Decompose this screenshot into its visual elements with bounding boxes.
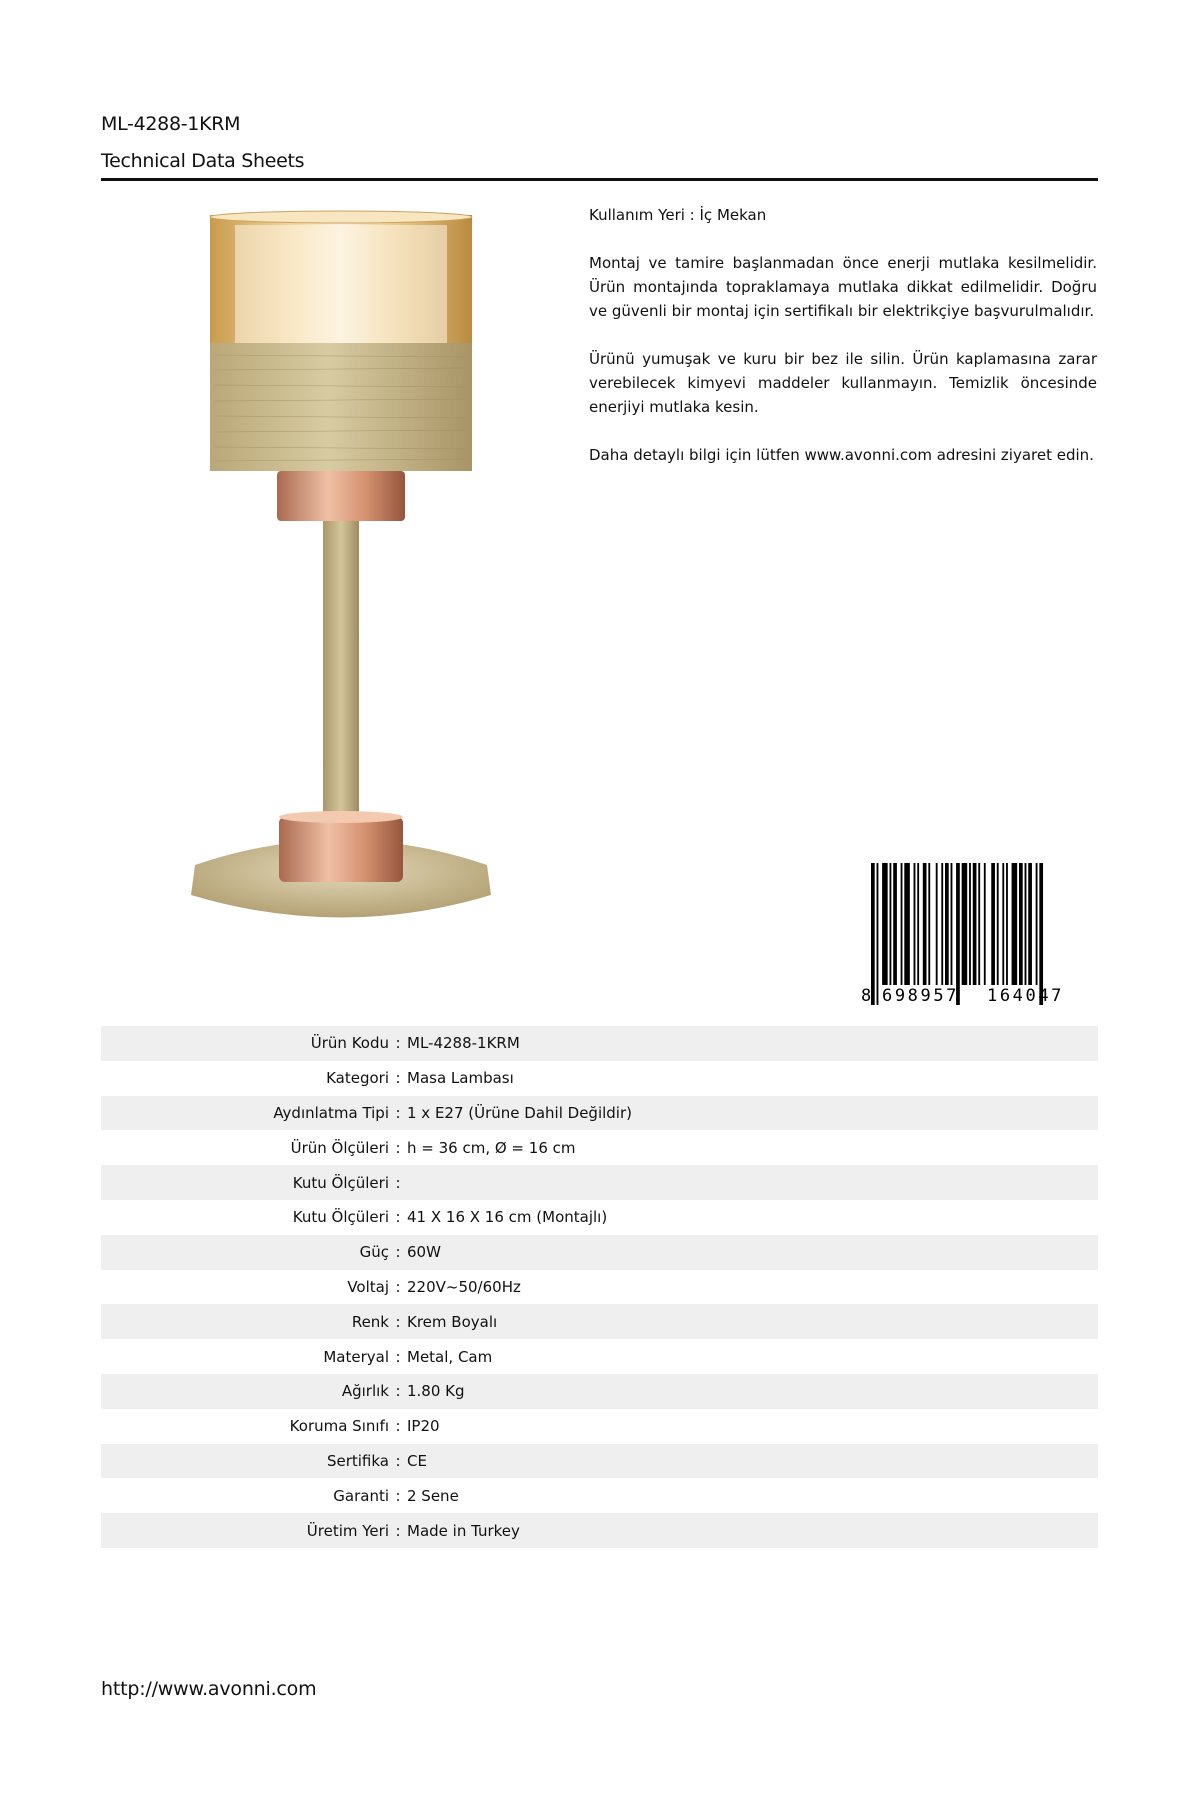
barcode-bar xyxy=(956,863,960,1005)
barcode-bar xyxy=(1002,863,1004,985)
barcode-bar xyxy=(904,863,910,985)
spec-label: Aydınlatma Tipi xyxy=(273,1103,389,1122)
spec-row xyxy=(101,1270,1098,1305)
barcode-bar xyxy=(1028,863,1032,985)
barcode-bar xyxy=(1006,863,1008,985)
spec-row xyxy=(101,1304,1098,1339)
spec-row xyxy=(101,1026,1098,1061)
spec-value: 1 x E27 (Ürüne Dahil Değildir) xyxy=(407,1103,632,1122)
spec-separator: : xyxy=(395,1382,401,1401)
barcode-bar xyxy=(1039,863,1043,1005)
upper-collar xyxy=(277,471,405,521)
cleaning-note: Ürünü yumuşak ve kuru bir bez ile silin. Ürün kaplamasına zarar verebilecek kimyevi maddeler kullanmayın. Temizlik öncesinde enerjiyi mutlaka kesin. xyxy=(589,350,1097,416)
spec-value: 1.80 Kg xyxy=(407,1382,465,1401)
spec-value: 220V~50/60Hz xyxy=(407,1277,521,1296)
spec-separator: : xyxy=(395,1208,401,1227)
spec-value: CE xyxy=(407,1451,427,1470)
spec-value: ML-4288-1KRM xyxy=(407,1034,520,1053)
cream-band xyxy=(210,343,472,471)
barcode-digits-right: 164047 xyxy=(987,986,1065,1005)
usage-info xyxy=(589,203,1097,491)
barcode-bar xyxy=(1025,863,1027,985)
barcode-bar xyxy=(928,863,930,985)
barcode-bar xyxy=(991,863,995,985)
spec-row xyxy=(101,1444,1098,1479)
barcode-digit-first: 8 xyxy=(861,986,872,1005)
spec-row xyxy=(101,1339,1098,1374)
barcode-bar xyxy=(890,863,892,985)
spec-label: Ürün Kodu xyxy=(310,1034,389,1053)
spec-row xyxy=(101,1235,1098,1270)
more-info-note: Daha detaylı bilgi için lütfen www.avonni.com adresini ziyaret edin. xyxy=(589,446,1094,464)
barcode-bar xyxy=(914,863,916,985)
spec-separator: : xyxy=(395,1103,401,1122)
barcode-bar xyxy=(882,863,888,985)
barcode-bar xyxy=(877,863,879,1005)
spec-separator: : xyxy=(395,1173,401,1192)
spec-separator: : xyxy=(395,1347,401,1366)
usage-location: Kullanım Yeri : İç Mekan xyxy=(589,206,767,224)
barcode-bar xyxy=(1036,863,1038,985)
barcode-bar xyxy=(893,863,897,985)
stem xyxy=(323,521,359,821)
spec-row xyxy=(101,1061,1098,1096)
product-image xyxy=(175,205,575,945)
spec-label: Sertifika xyxy=(326,1451,389,1470)
spec-label: Kutu Ölçüleri xyxy=(292,1208,389,1227)
spec-table xyxy=(101,1026,1098,1548)
spec-label: Ürün Ölçüleri xyxy=(290,1138,389,1157)
barcode-bar xyxy=(871,863,875,1005)
spec-row xyxy=(101,1409,1098,1444)
spec-separator: : xyxy=(395,1486,401,1505)
spec-value: Masa Lambası xyxy=(407,1069,514,1088)
spec-separator: : xyxy=(395,1451,401,1470)
barcode-bar xyxy=(941,863,943,985)
spec-row xyxy=(101,1478,1098,1513)
spec-row xyxy=(101,1513,1098,1548)
spec-value: 2 Sene xyxy=(407,1486,459,1505)
barcode-bar xyxy=(923,863,927,985)
spec-label: Kategori xyxy=(326,1069,389,1088)
spec-value: Krem Boyalı xyxy=(407,1312,498,1331)
footer-website-url[interactable]: http://www.avonni.com xyxy=(101,1678,317,1700)
spec-label: Garanti xyxy=(333,1486,389,1505)
barcode-bar xyxy=(962,863,968,985)
spec-separator: : xyxy=(395,1312,401,1331)
spec-label: Koruma Sınıfı xyxy=(289,1417,389,1436)
spec-row xyxy=(101,1374,1098,1409)
spec-separator: : xyxy=(395,1034,401,1053)
spec-label: Kutu Ölçüleri xyxy=(292,1173,389,1192)
spec-separator: : xyxy=(395,1521,401,1540)
spec-row xyxy=(101,1165,1098,1200)
spec-separator: : xyxy=(395,1277,401,1296)
spec-value: IP20 xyxy=(407,1417,440,1436)
spec-separator: : xyxy=(395,1417,401,1436)
barcode-bar xyxy=(901,863,903,985)
spec-row xyxy=(101,1130,1098,1165)
spec-label: Materyal xyxy=(323,1347,389,1366)
spec-row xyxy=(101,1096,1098,1131)
barcode-bar xyxy=(969,863,971,985)
barcode-bar xyxy=(945,863,949,985)
spec-label: Ağırlık xyxy=(341,1382,389,1401)
spec-label: Üretim Yeri xyxy=(306,1521,389,1540)
spec-label: Voltaj xyxy=(347,1277,389,1296)
barcode-bars xyxy=(871,863,1043,1005)
spec-separator: : xyxy=(395,1069,401,1088)
barcode-bar xyxy=(951,863,953,985)
barcode-bar xyxy=(973,863,977,985)
barcode-bar xyxy=(997,863,999,985)
barcode-bar xyxy=(1019,863,1023,985)
barcode-bar xyxy=(917,863,919,985)
spec-label: Güç xyxy=(359,1243,389,1262)
header-divider xyxy=(101,178,1098,181)
barcode xyxy=(855,863,1098,1005)
barcode-digits-left: 698957 xyxy=(882,986,960,1005)
spec-value: h = 36 cm, Ø = 16 cm xyxy=(407,1138,576,1157)
product-code-title: ML-4288-1KRM xyxy=(101,113,241,135)
barcode-bar xyxy=(978,863,980,985)
barcode-bar xyxy=(1012,863,1018,985)
spec-value: 60W xyxy=(407,1243,441,1262)
barcode-bar xyxy=(984,863,986,985)
barcode-bar xyxy=(936,863,938,985)
spec-label: Renk xyxy=(351,1312,389,1331)
spec-value: 41 X 16 X 16 cm (Montajlı) xyxy=(407,1208,608,1227)
document-subtitle: Technical Data Sheets xyxy=(101,150,305,172)
installation-note: Montaj ve tamire başlanmadan önce enerji mutlaka kesilmelidir. Ürün montajında topraklamaya mutlaka dikkat edilmelidir. Doğru ve güvenli bir montaj için sertifikalı bir elektrikçiye başvurulmalıdır. xyxy=(589,254,1097,320)
spec-row xyxy=(101,1200,1098,1235)
spec-value: Metal, Cam xyxy=(407,1347,493,1366)
spec-separator: : xyxy=(395,1138,401,1157)
spec-separator: : xyxy=(395,1243,401,1262)
spec-value: Made in Turkey xyxy=(407,1521,520,1540)
